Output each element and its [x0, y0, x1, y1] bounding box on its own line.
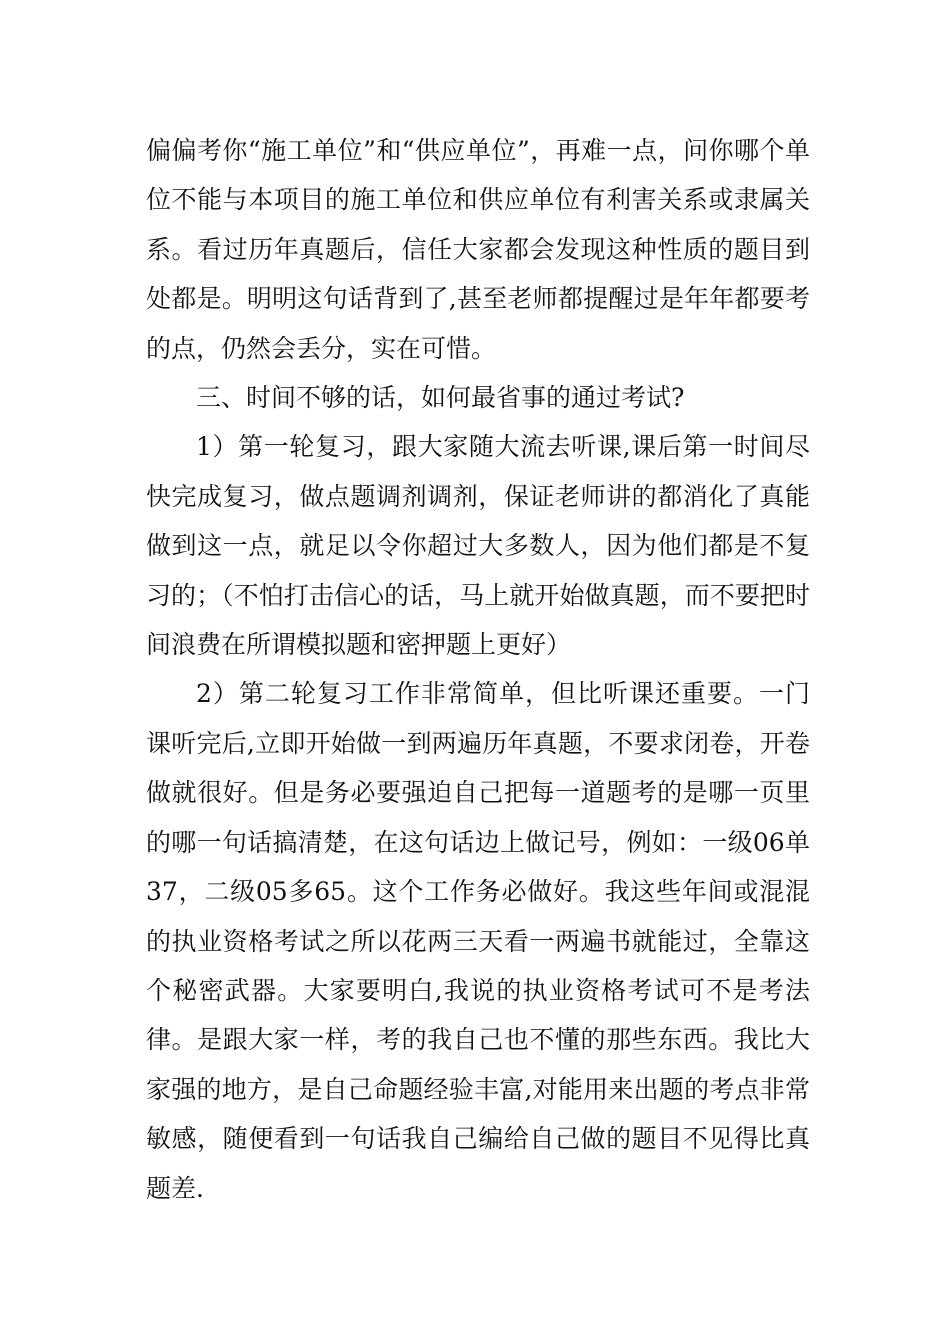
paragraph-step-2: 2）第二轮复习工作非常简单，但比听课还重要。一门课听完后,立即开始做一到两遍历年真题，不要求闭卷，开卷做就很好。但是务必要强迫自己把每一道题考的是哪一页里的哪一句话搞清楚，在这句话边上做记号，例如：一级06单37，二级05多65。这个工作务必做好。我这些年间或混混的执业资格考试之所以花两三天看一两遍书就能过，全靠这个秘密武器。大家要明白,我说的执业资格考试可不是考法律。是跟大家一样，考的我自己也不懂的那些东西。我比大家强的地方，是自己命题经验丰富,对能用来出题的考点非常敏感，随便看到一句话我自己编给自己做的题目不见得比真题差.: [146, 679, 810, 1203]
paragraph-continuation: 偏偏考你“施工单位”和“供应单位”，再难一点，问你哪个单位不能与本项目的施工单位和供应单位有利害关系或隶属关系。看过历年真题后，信任大家都会发现这种性质的题目到处都是。明明这句话背到了,甚至老师都提醒过是年年都要考的点，仍然会丢分，实在可惜。: [146, 136, 810, 363]
document-body: [146, 126, 810, 1213]
paragraph-step-1: 1）第一轮复习，跟大家随大流去听课,课后第一时间尽快完成复习，做点题调剂调剂，保证老师讲的都消化了真能做到这一点，就足以令你超过大多数人，因为他们都是不复习的；（不怕打击信心的话，马上就开始做真题，而不要把时间浪费在所谓模拟题和密押题上更好）: [146, 432, 810, 660]
section-heading: 三、时间不够的话，如何最省事的通过考试?: [196, 383, 685, 413]
